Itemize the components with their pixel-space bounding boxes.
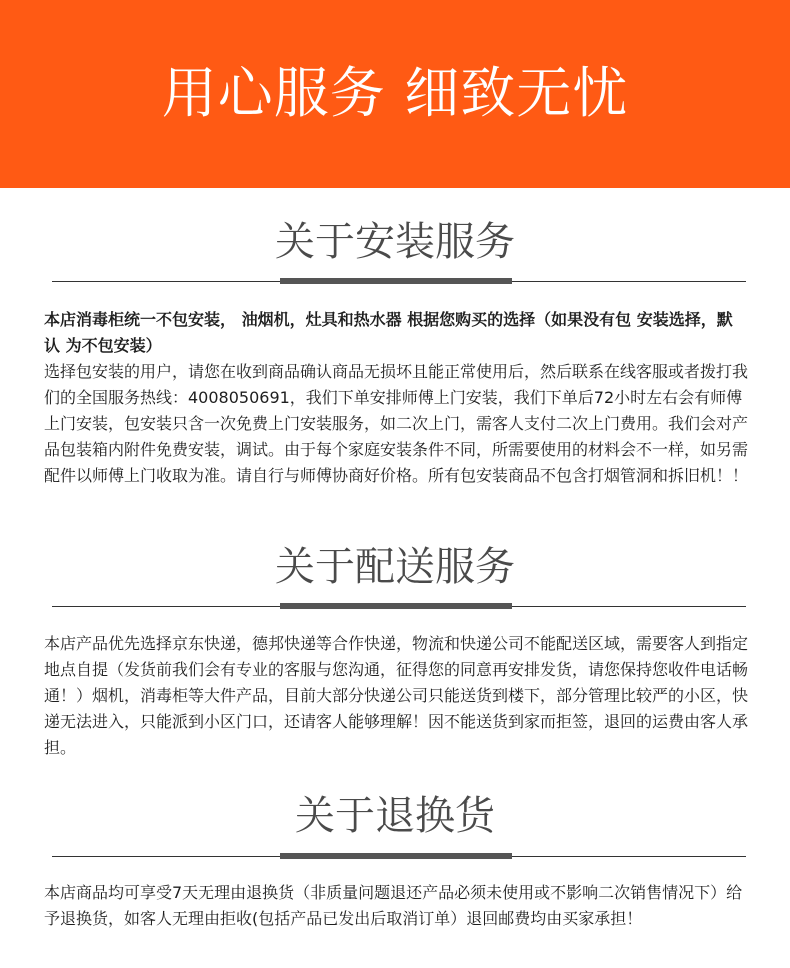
- banner-title: 用心服务 细致无忧: [161, 61, 629, 125]
- section-title-installation: 关于安装服务: [275, 219, 515, 265]
- section-title-underline: [280, 853, 512, 859]
- installation-paragraph: [44, 307, 748, 489]
- section-title-delivery: 关于配送服务: [275, 544, 515, 590]
- section-title-underline: [280, 603, 512, 609]
- section-title-underline: [280, 278, 512, 284]
- installation-body: 选择包安装的用户，请您在收到商品确认商品无损坏且能正常使用后，然后联系在线客服或者拨打我们的全国服务热线：4008050691，我们下单安排师傅上门安装，我们下单后72小时左右会有师傅上门安装，包安装只含一次免费上门安装服务，如二次上门，需客人支付二次上门费用。我们会对产品包装箱内附件免费安装，调试。由于每个家庭安装条件不同，所需要使用的材料会不一样，如另需配件以师傅上门收取为准。请自行与师傅协商好价格。所有包安装商品不包含打烟管洞和拆旧机！！: [44, 362, 749, 485]
- installation-intro: 本店消毒柜统一不包安装， 油烟机，灶具和热水器 根据您购买的选择（如果没有包 安装选择，默认 为不包安装）: [44, 310, 733, 355]
- returns-paragraph: 本店商品均可享受7天无理由退换货（非质量问题退还产品必须未使用或不影响二次销售情况下）给予退换货，如客人无理由拒收(包括产品已发出后取消订单）退回邮费均由买家承担！: [44, 883, 743, 928]
- section-title-returns: 关于退换货: [295, 793, 495, 839]
- delivery-paragraph: 本店产品优先选择京东快递，德邦快递等合作快递，物流和快递公司不能配送区域，需要客人到指定地点自提（发货前我们会有专业的客服与您沟通，征得您的同意再安排发货，请您保持您收件电话畅通！）烟机，消毒柜等大件产品，目前大部分快递公司只能送货到楼下，部分管理比较严的小区，快递无法进入，只能派到小区门口，还请客人能够理解！因不能送货到家而拒签，退回的运费由客人承担。: [44, 634, 749, 757]
- header-banner: [0, 0, 790, 188]
